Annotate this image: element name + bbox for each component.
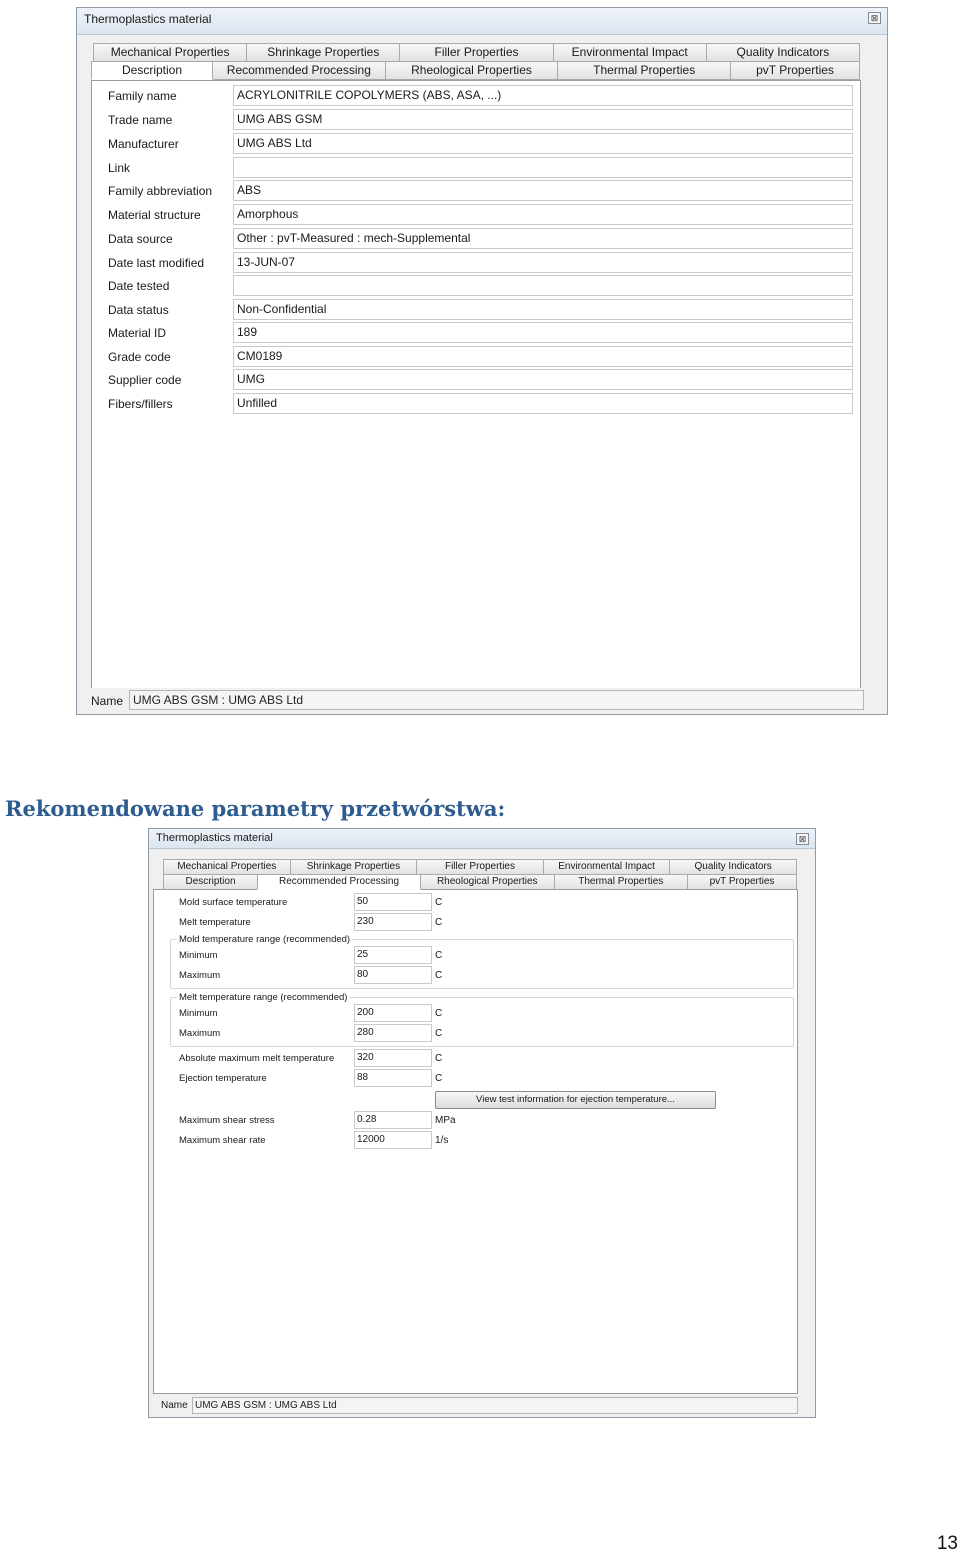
unit-label: MPa [435, 1115, 456, 1126]
family-abbreviation-field[interactable]: ABS [233, 180, 853, 201]
field-label: Family abbreviation [108, 184, 213, 198]
tab-row-top [163, 859, 796, 875]
field-label: Material structure [108, 208, 201, 222]
field-label: Grade code [108, 350, 171, 364]
field-label: Manufacturer [108, 137, 179, 151]
status-name-field[interactable]: UMG ABS GSM : UMG ABS Ltd [129, 690, 864, 710]
tab-rheological-properties[interactable]: Rheological Properties [385, 61, 559, 80]
tab-pvt-properties[interactable]: pvT Properties [687, 874, 797, 890]
date-tested-field[interactable] [233, 275, 853, 296]
field-label: Data source [108, 232, 173, 246]
tab-row-top [93, 43, 859, 62]
data-source-field[interactable]: Other : pvT-Measured : mech-Supplemental [233, 228, 853, 249]
group-title: Melt temperature range (recommended) [179, 992, 348, 1003]
tab-environmental-impact[interactable]: Environmental Impact [553, 43, 707, 62]
field-label: Family name [108, 89, 177, 103]
tab-rheological-properties[interactable]: Rheological Properties [420, 874, 555, 890]
tab-quality-indicators[interactable]: Quality Indicators [706, 43, 860, 62]
field-label: Maximum shear rate [179, 1135, 266, 1146]
recommended-processing-dialog [148, 828, 816, 1418]
field-label: Absolute maximum melt temperature [179, 1053, 335, 1064]
field-label: Melt temperature [179, 917, 251, 928]
close-icon[interactable]: ⊠ [868, 12, 881, 24]
melt-temperature-field[interactable]: 230 [354, 913, 432, 931]
tab-pvt-properties[interactable]: pvT Properties [730, 61, 860, 80]
processing-panel [153, 889, 798, 1394]
mold-maximum-field[interactable]: 80 [354, 966, 432, 984]
max-shear-rate-field[interactable]: 12000 [354, 1131, 432, 1149]
status-name-label: Name [91, 694, 124, 708]
tab-row-bottom [91, 61, 859, 80]
page-number: 13 [936, 1533, 958, 1554]
tab-description[interactable]: Description [163, 874, 258, 890]
section-heading: Rekomendowane parametry przetwórstwa: [5, 796, 506, 821]
ejection-temperature-field[interactable]: 88 [354, 1069, 432, 1087]
title-bar [77, 8, 887, 35]
unit-label: C [435, 970, 443, 981]
field-label: Minimum [179, 1008, 218, 1019]
melt-maximum-field[interactable]: 280 [354, 1024, 432, 1042]
field-label: Fibers/fillers [108, 397, 173, 411]
field-label: Supplier code [108, 373, 182, 387]
window-title: Thermoplastics material [84, 12, 212, 26]
status-name-label: Name [161, 1400, 188, 1411]
field-label: Trade name [108, 113, 173, 127]
group-title: Mold temperature range (recommended) [179, 934, 351, 945]
field-label: Ejection temperature [179, 1073, 267, 1084]
material-id-field[interactable]: 189 [233, 322, 853, 343]
unit-label: C [435, 1028, 443, 1039]
description-panel [91, 80, 861, 689]
field-label: Data status [108, 303, 169, 317]
unit-label: 1/s [435, 1135, 449, 1146]
max-shear-stress-field[interactable]: 0.28 [354, 1111, 432, 1129]
unit-label: C [435, 1008, 443, 1019]
field-label: Date last modified [108, 256, 205, 270]
tab-thermal-properties[interactable]: Thermal Properties [554, 874, 689, 890]
tab-shrinkage-properties[interactable]: Shrinkage Properties [290, 859, 418, 875]
description-dialog [76, 7, 888, 715]
tab-mechanical-properties[interactable]: Mechanical Properties [163, 859, 291, 875]
link-field[interactable] [233, 157, 853, 178]
status-bar [77, 688, 887, 714]
unit-label: C [435, 950, 443, 961]
material-structure-field[interactable]: Amorphous [233, 204, 853, 225]
close-icon[interactable]: ⊠ [796, 833, 809, 845]
field-label: Maximum shear stress [179, 1115, 275, 1126]
grade-code-field[interactable]: CM0189 [233, 346, 853, 367]
fibers-fillers-field[interactable]: Unfilled [233, 393, 853, 414]
tab-filler-properties[interactable]: Filler Properties [416, 859, 544, 875]
date-last-modified-field[interactable]: 13-JUN-07 [233, 252, 853, 273]
family-name-field[interactable]: ACRYLONITRILE COPOLYMERS (ABS, ASA, ...) [233, 85, 853, 106]
mold-surface-temperature-field[interactable]: 50 [354, 893, 432, 911]
field-label: Maximum [179, 970, 221, 981]
status-bar [149, 1395, 815, 1417]
field-label: Link [108, 161, 131, 175]
absolute-max-melt-field[interactable]: 320 [354, 1049, 432, 1067]
trade-name-field[interactable]: UMG ABS GSM [233, 109, 853, 130]
tab-quality-indicators[interactable]: Quality Indicators [669, 859, 797, 875]
tab-recommended-processing[interactable]: Recommended Processing [212, 61, 386, 80]
field-label: Minimum [179, 950, 218, 961]
field-label: Material ID [108, 326, 167, 340]
unit-label: C [435, 1073, 443, 1084]
supplier-code-field[interactable]: UMG [233, 369, 853, 390]
mold-temperature-range-group [170, 939, 794, 989]
melt-temperature-range-group [170, 997, 794, 1047]
melt-minimum-field[interactable]: 200 [354, 1004, 432, 1022]
tab-description[interactable]: Description [91, 61, 213, 80]
unit-label: C [435, 897, 443, 908]
mold-minimum-field[interactable]: 25 [354, 946, 432, 964]
tab-thermal-properties[interactable]: Thermal Properties [557, 61, 731, 80]
tab-row-bottom [163, 874, 796, 890]
tab-shrinkage-properties[interactable]: Shrinkage Properties [246, 43, 400, 62]
tab-mechanical-properties[interactable]: Mechanical Properties [93, 43, 247, 62]
field-label: Maximum [179, 1028, 221, 1039]
unit-label: C [435, 917, 443, 928]
field-label: Date tested [108, 279, 170, 293]
data-status-field[interactable]: Non-Confidential [233, 299, 853, 320]
unit-label: C [435, 1053, 443, 1064]
tab-recommended-processing[interactable]: Recommended Processing [257, 874, 421, 890]
tab-environmental-impact[interactable]: Environmental Impact [543, 859, 671, 875]
title-bar [149, 829, 815, 849]
window-title: Thermoplastics material [156, 832, 273, 844]
view-test-info-button[interactable]: View test information for ejection temperature... [435, 1091, 716, 1109]
tab-filler-properties[interactable]: Filler Properties [399, 43, 553, 62]
manufacturer-field[interactable]: UMG ABS Ltd [233, 133, 853, 154]
status-name-field[interactable]: UMG ABS GSM : UMG ABS Ltd [192, 1397, 798, 1414]
field-label: Mold surface temperature [179, 897, 288, 908]
